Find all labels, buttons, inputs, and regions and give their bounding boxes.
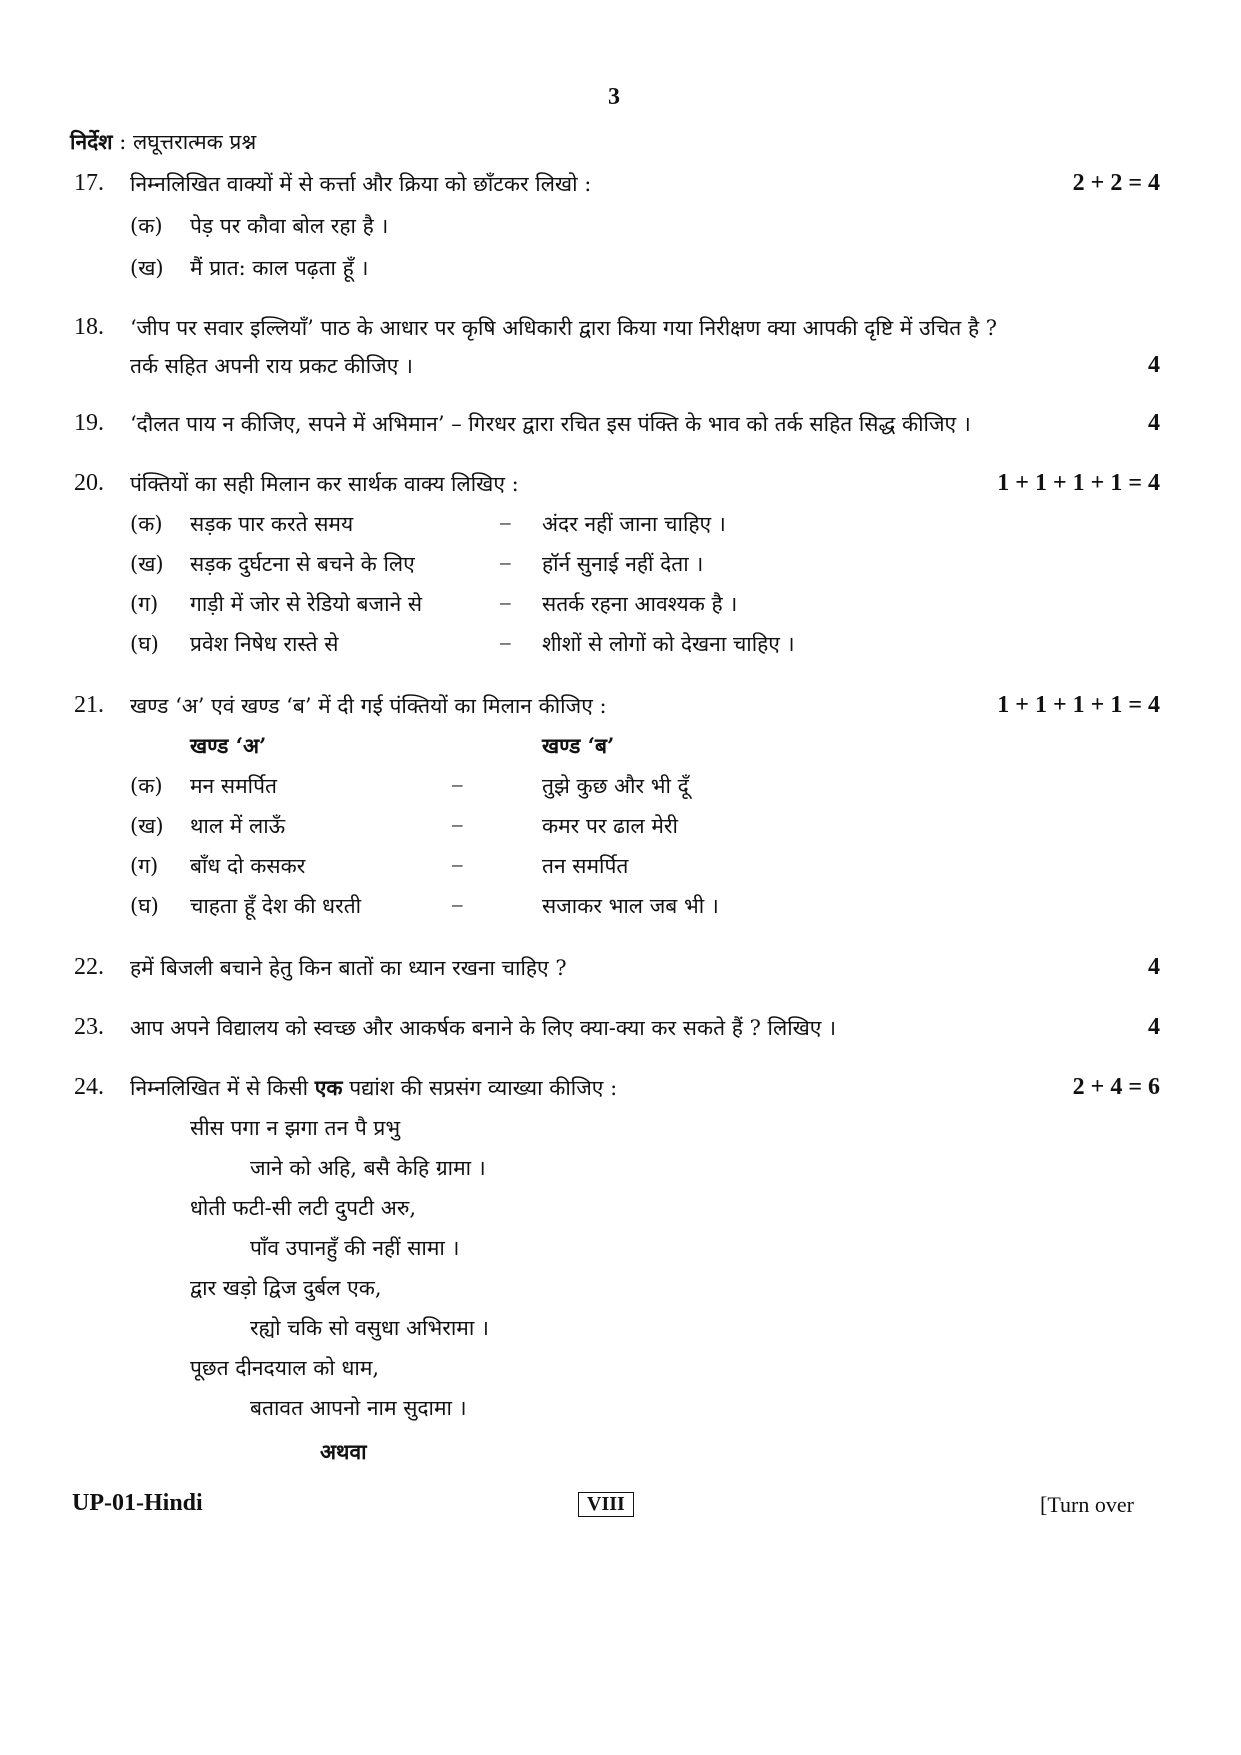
poem-line: धोती फटी-सी लटी दुपटी अरु, <box>190 1196 417 1220</box>
question-number: 22. <box>74 954 104 980</box>
poem-line: रह्यो चकि सो वसुधा अभिरामा । <box>250 1316 489 1340</box>
question-number: 18. <box>74 314 104 340</box>
paper-code: UP-01-Hindi <box>72 1490 203 1516</box>
text-post: पद्यांश की सप्रसंग व्याख्या कीजिए : <box>349 1076 618 1100</box>
row-right: अंदर नहीं जाना चाहिए । <box>542 512 726 536</box>
question-marks: 1 + 1 + 1 + 1 = 4 <box>997 470 1160 496</box>
question-number: 17. <box>74 170 104 196</box>
row-label: (ख) <box>130 814 164 838</box>
question-number: 23. <box>74 1014 104 1040</box>
row-label: (घ) <box>130 632 159 656</box>
column-head-b: खण्ड ‘ब’ <box>542 733 615 758</box>
page-number: 3 <box>608 84 620 110</box>
row-dash: – <box>452 812 463 836</box>
question-marks: 4 <box>1148 1014 1160 1040</box>
or-label: अथवा <box>320 1439 367 1464</box>
row-dash: – <box>452 852 463 876</box>
row-right: तुझे कुछ और भी दूँ <box>542 774 689 798</box>
row-left: मन समर्पित <box>190 774 277 798</box>
sub-text: मैं प्रात: काल पढ़ता हूँ । <box>190 256 369 280</box>
text-bold: एक <box>314 1075 343 1100</box>
sub-label: (ख) <box>130 256 164 280</box>
sub-label: (क) <box>130 214 163 238</box>
row-left: सड़क दुर्घटना से बचने के लिए <box>190 552 415 576</box>
question-text-line1: ‘जीप पर सवार इल्लियाँ’ पाठ के आधार पर कृषि अधिकारी द्वारा किया गया निरीक्षण क्या आपकी दृष्टि में उचित है ? <box>130 316 998 340</box>
question-number: 20. <box>74 470 104 496</box>
row-right: सजाकर भाल जब भी । <box>542 894 719 918</box>
turn-over: [Turn over <box>1040 1492 1134 1517</box>
poem-line: पूछत दीनदयाल को धाम, <box>190 1356 380 1380</box>
column-head-a: खण्ड ‘अ’ <box>190 733 267 758</box>
row-left: प्रवेश निषेध रास्ते से <box>190 632 339 656</box>
question-marks: 4 <box>1148 954 1160 980</box>
row-dash: – <box>452 772 463 796</box>
row-dash: – <box>500 550 511 574</box>
poem-line: बतावत आपनो नाम सुदामा । <box>250 1396 467 1420</box>
question-text: हमें बिजली बचाने हेतु किन बातों का ध्यान रखना चाहिए ? <box>130 956 567 980</box>
row-dash: – <box>500 590 511 614</box>
row-dash: – <box>500 510 511 534</box>
question-marks: 4 <box>1148 352 1160 378</box>
question-number: 19. <box>74 410 104 436</box>
row-label: (घ) <box>130 894 159 918</box>
sub-text: पेड़ पर कौवा बोल रहा है । <box>190 214 389 238</box>
poem-line: सीस पगा न झगा तन पै प्रभु <box>190 1116 401 1140</box>
row-dash: – <box>500 630 511 654</box>
row-left: चाहता हूँ देश की धरती <box>190 894 362 918</box>
question-marks: 2 + 4 = 6 <box>1072 1074 1160 1100</box>
instruction-text: लघूत्तरात्मक प्रश्न <box>132 130 257 154</box>
poem-line: द्वार खड़ो द्विज दुर्बल एक, <box>190 1276 382 1300</box>
row-left: गाड़ी में जोर से रेडियो बजाने से <box>190 592 423 616</box>
row-label: (ख) <box>130 552 164 576</box>
row-left: सड़क पार करते समय <box>190 512 354 536</box>
question-text: आप अपने विद्यालय को स्वच्छ और आकर्षक बनाने के लिए क्या-क्या कर सकते हैं ? लिखिए । <box>130 1016 837 1040</box>
set-box: VIII <box>578 1492 634 1517</box>
row-right: हॉर्न सुनाई नहीं देता । <box>542 552 704 576</box>
question-marks: 1 + 1 + 1 + 1 = 4 <box>997 692 1160 718</box>
instruction-label: निर्देश <box>70 129 113 154</box>
question-text: ‘दौलत पाय न कीजिए, सपने में अभिमान’ – गिरधर द्वारा रचित इस पंक्ति के भाव को तर्क सहित सिद्ध कीजिए । <box>130 412 971 436</box>
question-text: निम्नलिखित वाक्यों में से कर्त्ता और क्रिया को छाँटकर लिखो : <box>130 172 592 196</box>
poem-line: जाने को अहि, बसै केहि ग्रामा । <box>250 1156 486 1180</box>
question-number: 21. <box>74 692 104 718</box>
question-number: 24. <box>74 1074 104 1100</box>
question-marks: 4 <box>1148 410 1160 436</box>
question-text: पंक्तियों का सही मिलान कर सार्थक वाक्य लिखिए : <box>130 472 519 496</box>
question-marks: 2 + 2 = 4 <box>1072 170 1160 196</box>
question-text <box>130 1074 617 1102</box>
row-left: थाल में लाऊँ <box>190 814 286 838</box>
row-label: (क) <box>130 512 163 536</box>
row-label: (ग) <box>130 854 159 878</box>
row-dash: – <box>452 892 463 916</box>
row-label: (ग) <box>130 592 159 616</box>
row-right: तन समर्पित <box>542 854 629 878</box>
row-right: शीशों से लोगों को देखना चाहिए । <box>542 632 795 656</box>
text-pre: निम्नलिखित में से किसी <box>130 1076 309 1100</box>
question-text: खण्ड ‘अ’ एवं खण्ड ‘ब’ में दी गई पंक्तियों का मिलान कीजिए : <box>130 694 607 718</box>
question-text-line2: तर्क सहित अपनी राय प्रकट कीजिए । <box>130 354 413 378</box>
instruction-sep: : <box>119 130 127 154</box>
instruction <box>70 128 256 156</box>
row-left: बाँध दो कसकर <box>190 854 306 878</box>
poem-line: पाँव उपानहुँ की नहीं सामा । <box>250 1236 460 1260</box>
row-right: सतर्क रहना आवश्यक है । <box>542 592 738 616</box>
row-label: (क) <box>130 774 163 798</box>
row-right: कमर पर ढाल मेरी <box>542 814 678 838</box>
